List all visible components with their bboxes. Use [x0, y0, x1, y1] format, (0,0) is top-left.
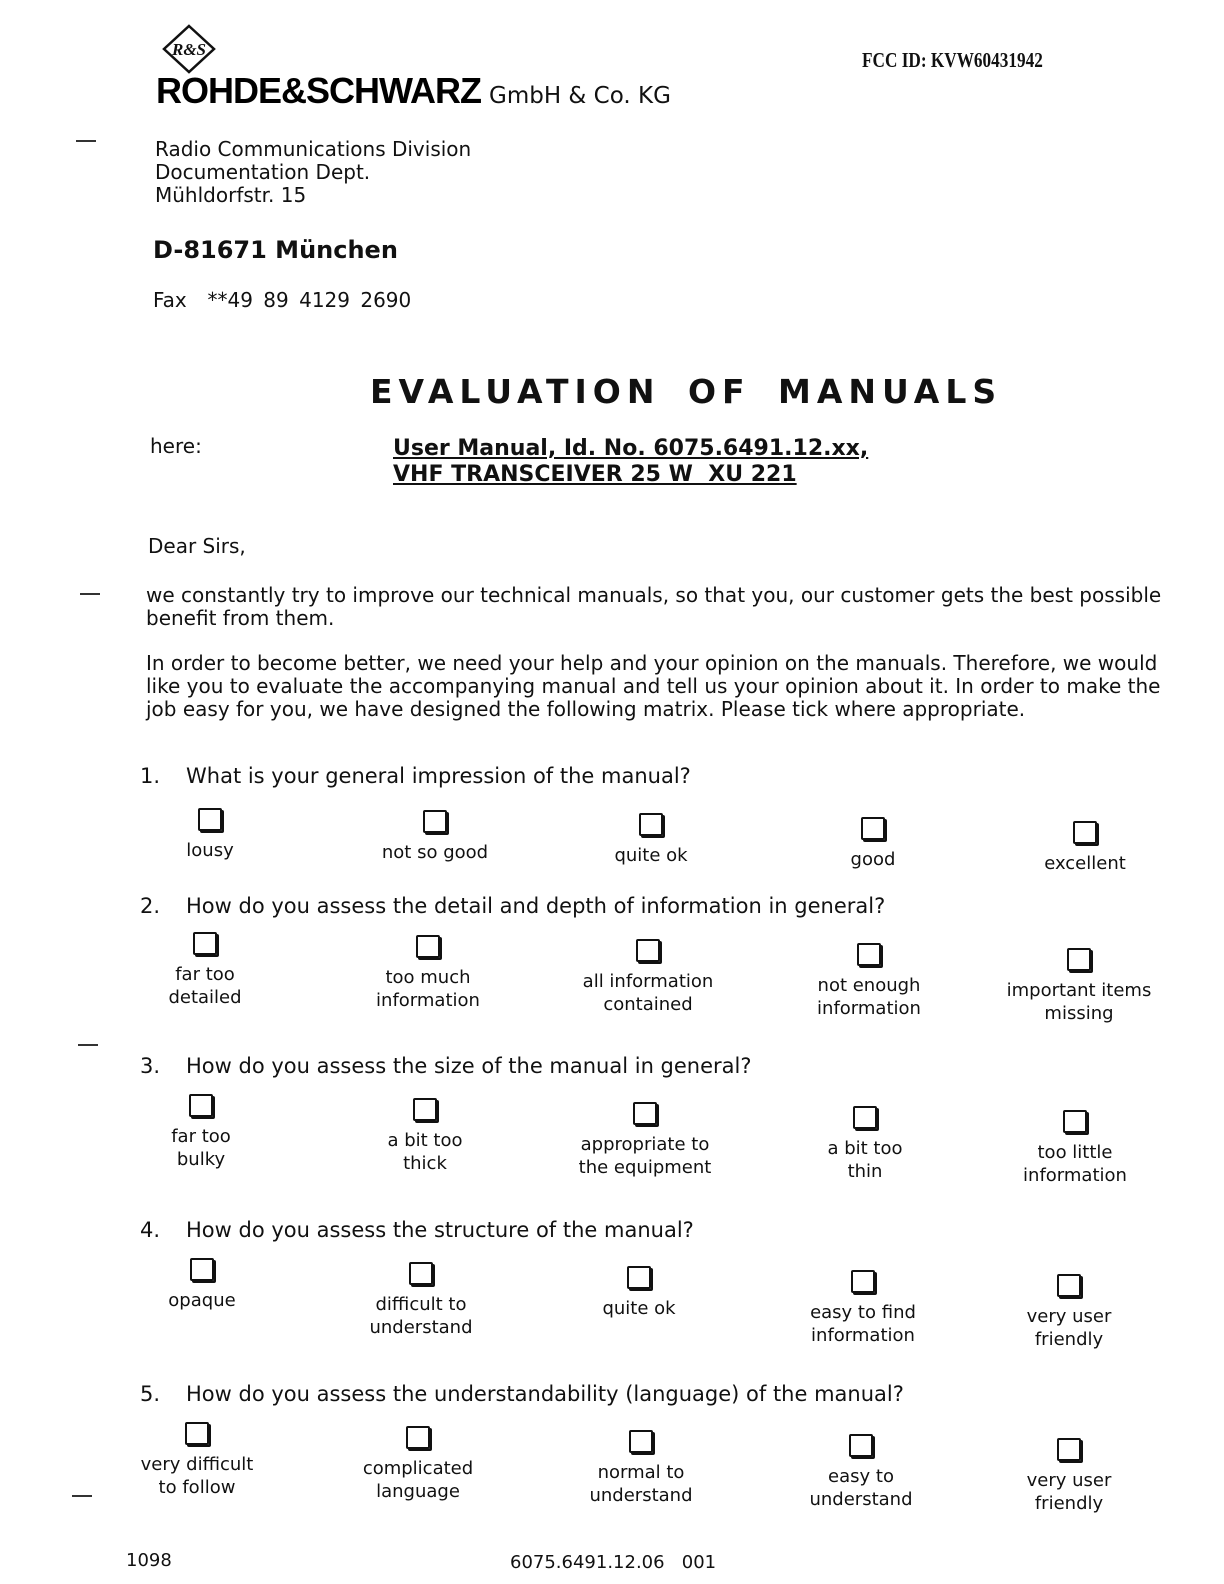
q2-option-5[interactable] — [984, 948, 1174, 1025]
option-label: too much information — [376, 967, 480, 1011]
question-3 — [140, 1054, 1190, 1078]
question-2 — [140, 894, 1190, 918]
option-label: very difficult to follow — [140, 1454, 254, 1498]
option-label: important items missing — [1006, 980, 1152, 1024]
checkbox-icon[interactable] — [639, 813, 663, 836]
intro-paragraph: we constantly try to improve our technical manuals, so that you, our customer gets the best possible benefit from them. — [146, 583, 1162, 630]
checkbox-icon[interactable] — [416, 935, 440, 958]
manual-id: User Manual, Id. No. 6075.6491.12.xx, — [393, 436, 869, 461]
margin-mark — [80, 593, 100, 595]
q3-option-2[interactable] — [330, 1098, 520, 1175]
option-label: easy to understand — [809, 1466, 913, 1510]
fcc-id: FCC ID: KVW60431942 — [862, 48, 1043, 72]
q3-option-3[interactable] — [550, 1102, 740, 1179]
option-label: appropriate to the equipment — [578, 1134, 712, 1178]
reference-label: here: — [150, 434, 202, 458]
option-label: very user friendly — [1026, 1470, 1112, 1514]
checkbox-icon[interactable] — [1057, 1438, 1081, 1461]
option-label: far too bulky — [171, 1126, 231, 1170]
q1-option-5[interactable] — [990, 821, 1180, 875]
checkbox-icon[interactable] — [853, 1106, 877, 1129]
checkbox-icon[interactable] — [633, 1102, 657, 1125]
q2-option-2[interactable] — [333, 935, 523, 1012]
q4-option-5[interactable] — [974, 1274, 1164, 1351]
q5-option-2[interactable] — [323, 1426, 513, 1503]
option-label: good — [850, 849, 896, 870]
q4-option-4[interactable] — [768, 1270, 958, 1347]
option-label: a bit too thin — [827, 1138, 903, 1182]
checkbox-icon[interactable] — [627, 1266, 651, 1289]
question-5 — [140, 1382, 1190, 1406]
q5-option-5[interactable] — [974, 1438, 1164, 1515]
q3-option-1[interactable] — [106, 1094, 296, 1171]
q4-option-2[interactable] — [326, 1262, 516, 1339]
manual-reference — [393, 436, 868, 488]
q5-option-4[interactable] — [766, 1434, 956, 1511]
checkbox-icon[interactable] — [1063, 1110, 1087, 1133]
checkbox-icon[interactable] — [851, 1270, 875, 1293]
q2-option-1[interactable] — [110, 932, 300, 1009]
question-number: 2. — [140, 894, 161, 918]
q4-option-3[interactable] — [544, 1266, 734, 1320]
question-text: How do you assess the size of the manual in general? — [186, 1054, 752, 1078]
option-label: quite ok — [614, 845, 688, 866]
q1-option-2[interactable] — [340, 810, 530, 864]
q2-option-3[interactable] — [553, 939, 743, 1016]
address-block — [155, 138, 471, 207]
checkbox-icon[interactable] — [849, 1434, 873, 1457]
checkbox-icon[interactable] — [423, 810, 447, 833]
checkbox-icon[interactable] — [185, 1422, 209, 1445]
footer-document-number: 6075.6491.12.06 001 — [510, 1552, 717, 1573]
q5-option-3[interactable] — [546, 1430, 736, 1507]
q1-option-1[interactable] — [115, 808, 305, 862]
footer-page-code: 1098 — [126, 1550, 172, 1571]
address-city: D-81671 München — [153, 236, 398, 264]
q1-option-4[interactable] — [778, 817, 968, 871]
question-text: What is your general impression of the manual? — [186, 764, 691, 788]
checkbox-icon[interactable] — [857, 943, 881, 966]
question-text: How do you assess the detail and depth of information in general? — [186, 894, 886, 918]
q1-option-3[interactable] — [556, 813, 746, 867]
question-text: How do you assess the understandability (language) of the manual? — [186, 1382, 904, 1406]
option-label: opaque — [168, 1290, 236, 1311]
svg-text:R&S: R&S — [171, 40, 207, 59]
checkbox-icon[interactable] — [1067, 948, 1091, 971]
option-label: a bit too thick — [387, 1130, 463, 1174]
salutation: Dear Sirs, — [148, 534, 246, 558]
option-label: very user friendly — [1026, 1306, 1112, 1350]
question-1 — [140, 764, 1190, 788]
q3-option-4[interactable] — [770, 1106, 960, 1183]
question-number: 5. — [140, 1382, 161, 1406]
question-number: 3. — [140, 1054, 161, 1078]
option-label: easy to find information — [810, 1302, 916, 1346]
checkbox-icon[interactable] — [413, 1098, 437, 1121]
option-label: complicated language — [362, 1458, 474, 1502]
option-label: not enough information — [817, 975, 921, 1019]
checkbox-icon[interactable] — [629, 1430, 653, 1453]
option-label: all information contained — [582, 971, 714, 1015]
q5-option-1[interactable] — [102, 1422, 292, 1499]
checkbox-icon[interactable] — [409, 1262, 433, 1285]
q4-option-1[interactable] — [107, 1258, 297, 1312]
company-header — [156, 70, 671, 112]
q3-option-5[interactable] — [980, 1110, 1170, 1187]
company-name: ROHDE&SCHWARZ — [156, 70, 481, 111]
option-label: excellent — [1044, 853, 1126, 874]
checkbox-icon[interactable] — [1057, 1274, 1081, 1297]
fax-number: Fax **49 89 4129 2690 — [153, 288, 412, 312]
checkbox-icon[interactable] — [189, 1094, 213, 1117]
rohde-schwarz-logo-icon — [160, 24, 218, 74]
checkbox-icon[interactable] — [193, 932, 217, 955]
option-label: quite ok — [602, 1298, 676, 1319]
q2-option-4[interactable] — [774, 943, 964, 1020]
margin-mark — [76, 140, 96, 142]
option-label: lousy — [186, 840, 234, 861]
checkbox-icon[interactable] — [636, 939, 660, 962]
option-label: normal to understand — [589, 1462, 693, 1506]
question-number: 1. — [140, 764, 161, 788]
checkbox-icon[interactable] — [861, 817, 885, 840]
margin-mark — [72, 1495, 92, 1497]
address-line-street: Mühldorfstr. 15 — [155, 183, 307, 207]
address-line-division: Radio Communications Division — [155, 137, 472, 161]
checkbox-icon[interactable] — [406, 1426, 430, 1449]
company-suffix: GmbH & Co. KG — [489, 83, 671, 109]
page-title: EVALUATION OF MANUALS — [370, 372, 1003, 411]
option-label: difficult to understand — [369, 1294, 473, 1338]
question-4 — [140, 1218, 1190, 1242]
checkbox-icon[interactable] — [1073, 821, 1097, 844]
margin-mark — [78, 1044, 98, 1046]
option-label: not so good — [381, 842, 489, 863]
checkbox-icon[interactable] — [190, 1258, 214, 1281]
question-text: How do you assess the structure of the manual? — [186, 1218, 694, 1242]
manual-product: VHF TRANSCEIVER 25 W XU 221 — [393, 462, 797, 487]
request-paragraph: In order to become better, we need your help and your opinion on the manuals. Therefore, we would like you to evaluate the accompanying manual and tell us your opinion about it. In order to make the job easy for you, we have designed the following matrix. Please tick where appropriate. — [146, 651, 1161, 721]
option-label: too little information — [1023, 1142, 1127, 1186]
question-number: 4. — [140, 1218, 161, 1242]
option-label: far too detailed — [168, 964, 242, 1008]
checkbox-icon[interactable] — [198, 808, 222, 831]
address-line-dept: Documentation Dept. — [155, 160, 371, 184]
